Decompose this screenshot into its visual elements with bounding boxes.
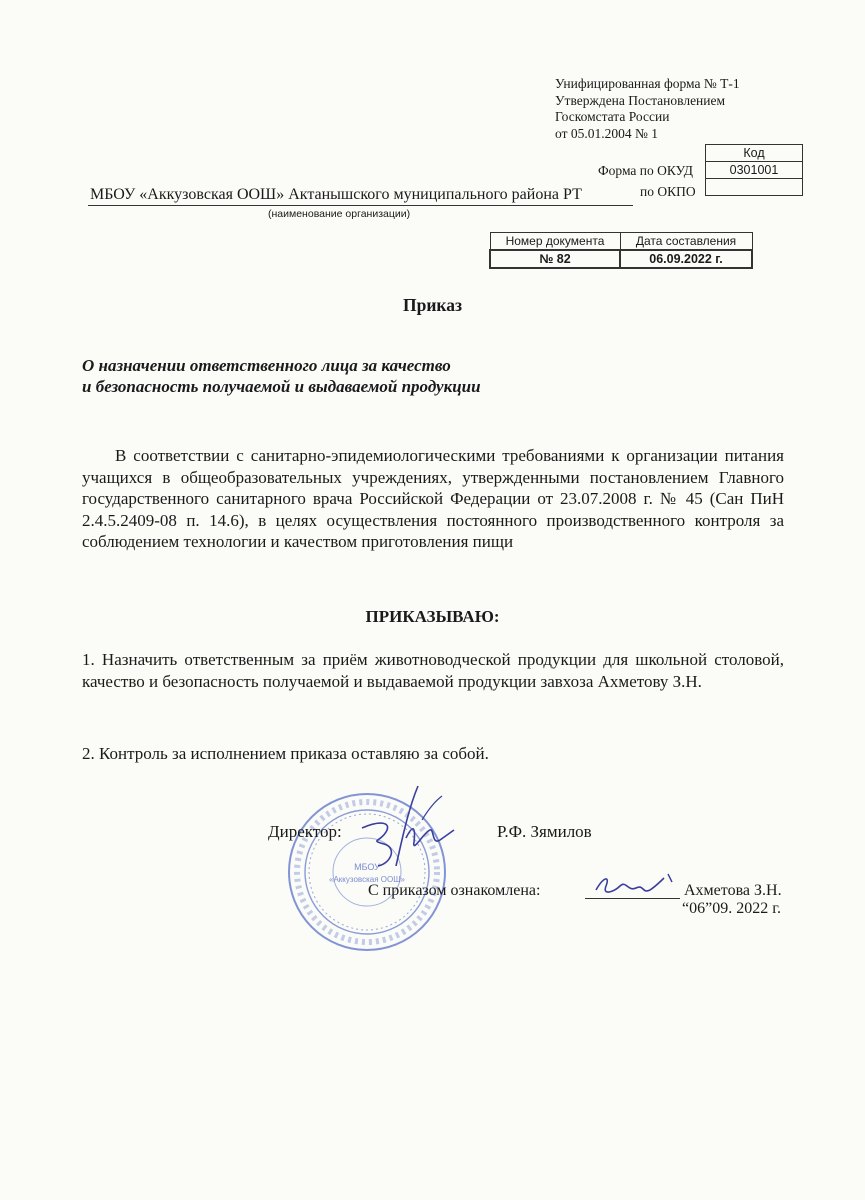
organization-caption: (наименование организации) <box>268 208 411 220</box>
doc-date: 06.09.2022 г. <box>620 250 752 268</box>
form-header-line: Госкомстата России <box>555 109 670 124</box>
order-item-1: 1. Назначить ответственным за приём животноводческой продукции для школьной столовой, качество и безопасность получаемой и выдаваемой продукции завхоза Ахметову З.Н. <box>82 650 784 691</box>
acknowledgement-name: Ахметова З.Н. <box>684 882 782 899</box>
doc-number: № 82 <box>490 250 620 268</box>
svg-text:«Аккузовская ООШ»: «Аккузовская ООШ» <box>329 875 405 884</box>
code-header: Код <box>706 145 803 162</box>
organization-underline <box>88 205 633 206</box>
code-table <box>705 144 803 196</box>
svg-text:МБОУ: МБОУ <box>354 862 380 872</box>
document-table <box>489 232 753 269</box>
organization-name: МБОУ «Аккузовская ООШ» Актанышского муниципального района РТ <box>90 186 582 203</box>
acknowledgement-date: “06”09. 2022 г. <box>682 900 781 917</box>
doc-date-header: Дата составления <box>620 233 752 251</box>
form-header <box>555 76 795 142</box>
okud-label: Форма по ОКУД <box>598 163 694 178</box>
order-heading: ПРИКАЗЫВАЮ: <box>365 607 500 626</box>
director-label: Директор: <box>268 822 342 841</box>
okpo-value <box>706 179 803 196</box>
form-header-line: от 05.01.2004 № 1 <box>555 125 658 141</box>
acknowledgement-label: С приказом ознакомлена: <box>368 882 541 899</box>
preamble-paragraph: В соответствии с санитарно-эпидемиологическими требованиями к организации питания учащихся в общеобразовательных учреждениях, утвержденными постановлением Главного государственного санитарного врача Российской Федерации от 23.07.2008 г. № 45 (Сан ПиН 2.4.5.2409-08 п. 14.6), в целях осуществления постоянного производственного контроля за соблюдением технологии и качеством приготовления пищи <box>82 446 784 551</box>
order-subject <box>82 355 481 397</box>
doc-number-header: Номер документа <box>490 233 620 251</box>
order-subject-line: и безопасность получаемой и выдаваемой продукции <box>82 377 481 396</box>
director-signature <box>350 780 460 875</box>
okpo-label: по ОКПО <box>640 184 696 199</box>
acknowledgement-signature <box>590 868 680 902</box>
order-item-2: 2. Контроль за исполнением приказа оставляю за собой. <box>82 744 489 763</box>
form-header-line: Унифицированная форма № Т-1 <box>555 76 740 91</box>
form-header-line: Утверждена Постановлением <box>555 92 726 108</box>
okud-value: 0301001 <box>706 162 803 179</box>
page-title: Приказ <box>402 295 463 315</box>
order-subject-line: О назначении ответственного лица за качество <box>82 356 451 375</box>
director-name: Р.Ф. Зямилов <box>497 822 592 841</box>
